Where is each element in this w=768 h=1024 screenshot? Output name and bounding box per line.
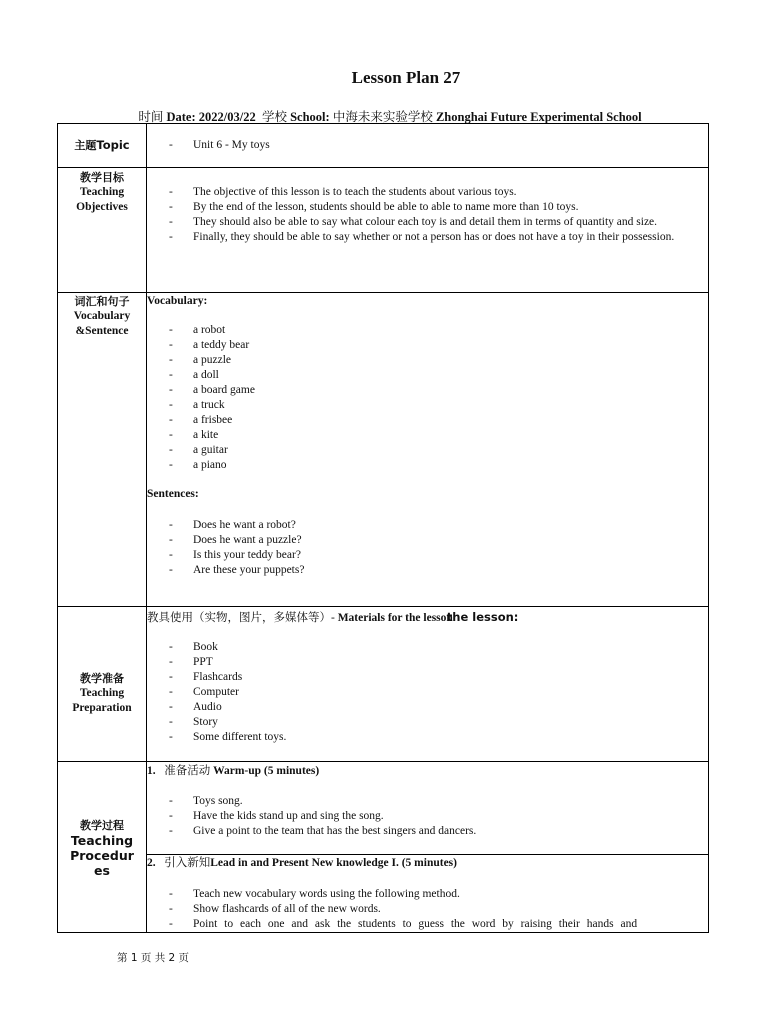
list-item: - Show flashcards of all of the new words. [147, 902, 708, 917]
step1-heading-cn: 准备活动 [164, 765, 211, 777]
vocabulary-label-en1: Vocabulary [73, 310, 131, 322]
step2-list [147, 887, 708, 932]
topic-label-cell [58, 124, 147, 168]
material-item: - Audio [147, 700, 708, 715]
objectives-label-cn: 教学目标 [80, 171, 124, 184]
material-item: - Some different toys. [147, 730, 708, 745]
school-name-en: Zhonghai Future Experimental School [435, 110, 642, 124]
topic-label-en: Topic [96, 137, 130, 152]
objectives-content-cell [147, 168, 709, 293]
preparation-content-cell [147, 607, 709, 762]
topic-list [147, 138, 708, 153]
material-item: - Book [147, 640, 708, 655]
sentence-item: - Are these your puppets? [147, 563, 708, 578]
step2-heading [147, 856, 708, 871]
vocabulary-content-cell [147, 293, 709, 607]
objectives-row [58, 168, 709, 293]
preparation-heading [147, 609, 708, 626]
topic-content-cell [147, 124, 709, 168]
sentence-item: - Does he want a puzzle? [147, 533, 708, 548]
vocab-word: - a teddy bear [147, 338, 708, 353]
sentences-list [147, 518, 708, 578]
vocab-word: - a doll [147, 368, 708, 383]
school-label: School: [290, 110, 330, 124]
vocabulary-heading: Vocabulary: [147, 295, 208, 307]
vocabulary-list [147, 323, 708, 473]
procedures-label-en1: Teaching [70, 833, 134, 848]
preparation-heading-cn: 教具使用（实物，图片，多媒体等）- [147, 612, 338, 624]
step2-number: 2. [147, 857, 156, 869]
procedures-label-en2: Procedur [70, 848, 134, 863]
lesson-plan-table [57, 123, 709, 933]
list-item: - Finally, they should be able to say whether or not a person has or does not have a toy in their possession. [147, 230, 708, 245]
preparation-label-en1: Teaching [79, 686, 125, 699]
material-item: - Computer [147, 685, 708, 700]
vocabulary-label-cell [58, 293, 147, 607]
step2-heading-en: Lead in and Present New knowledge I. (5 minutes) [210, 857, 457, 869]
preparation-label-cn: 教学准备 [80, 671, 124, 685]
sentence-item: - Is this your teddy bear? [147, 548, 708, 563]
material-item: - Flashcards [147, 670, 708, 685]
material-item: - PPT [147, 655, 708, 670]
preparation-heading-overlap: the lesson: [446, 610, 519, 624]
date-label: Date: 2022/03/22 [166, 110, 256, 124]
list-item: - Give a point to the team that has the best singers and dancers. [147, 824, 708, 839]
vocab-word: - a piano [147, 458, 708, 473]
procedures-label-cn: 教学过程 [80, 819, 124, 832]
date-cn-label: 时间 [138, 110, 164, 124]
vocab-word: - a kite [147, 428, 708, 443]
list-item: - Have the kids stand up and sing the song. [147, 809, 708, 824]
material-item: - Story [147, 715, 708, 730]
preparation-label-cell [58, 607, 147, 762]
sentence-item: - Does he want a robot? [147, 518, 708, 533]
vocabulary-label-en2: &Sentence [75, 325, 129, 337]
sentences-heading: Sentences: [147, 488, 199, 500]
list-item: - Point to each one and ask the students to guess the word by raising their hands and [147, 917, 708, 932]
procedures-step2-cell [147, 855, 709, 933]
topic-label-cn: 主题 [74, 138, 97, 152]
vocab-word: - a guitar [147, 443, 708, 458]
preparation-list [147, 640, 708, 745]
school-cn-label: 学校 [261, 110, 287, 124]
page-footer: 第 1 页 共 2 页 [117, 952, 190, 964]
objectives-label-en2: Objectives [76, 201, 128, 213]
procedures-row-1 [58, 762, 709, 855]
procedures-label-cell [58, 762, 147, 933]
list-item: - Teach new vocabulary words using the following method. [147, 887, 708, 902]
list-item: - They should also be able to say what colour each toy is and detail them in terms of quantity and size. [147, 215, 708, 230]
list-item: - The objective of this lesson is to teach the students about various toys. [147, 185, 708, 200]
list-item: - Toys song. [147, 794, 708, 809]
step2-heading-cn: 引入新知 [164, 857, 211, 869]
objectives-label-cell [58, 168, 147, 293]
step1-number: 1. [147, 765, 156, 777]
preparation-row [58, 607, 709, 762]
objectives-list [147, 185, 708, 245]
vocab-word: - a truck [147, 398, 708, 413]
procedures-step1-cell [147, 762, 709, 855]
step1-heading-en: Warm-up (5 minutes) [213, 765, 320, 777]
step1-list [147, 794, 708, 839]
preparation-label-en2: Preparation [72, 701, 132, 714]
procedures-label-en3: es [94, 863, 110, 878]
list-item: - Unit 6 - My toys [147, 138, 708, 153]
vocab-word: - a puzzle [147, 353, 708, 368]
vocabulary-label-cn: 词汇和句子 [74, 295, 130, 308]
vocabulary-row [58, 293, 709, 607]
objectives-label-en1: Teaching [79, 186, 125, 198]
vocab-word: - a board game [147, 383, 708, 398]
preparation-heading-en: Materials for the lesson [337, 612, 453, 624]
procedures-row-2 [58, 855, 709, 933]
list-item: - By the end of the lesson, students should be able to able to name more than 10 toys. [147, 200, 708, 215]
topic-row [58, 124, 709, 168]
vocab-word: - a frisbee [147, 413, 708, 428]
step1-heading [147, 764, 708, 779]
page-title: Lesson Plan 27 [351, 68, 461, 87]
vocab-word: - a robot [147, 323, 708, 338]
school-name-cn: 中海未来实验学校 [332, 110, 433, 124]
